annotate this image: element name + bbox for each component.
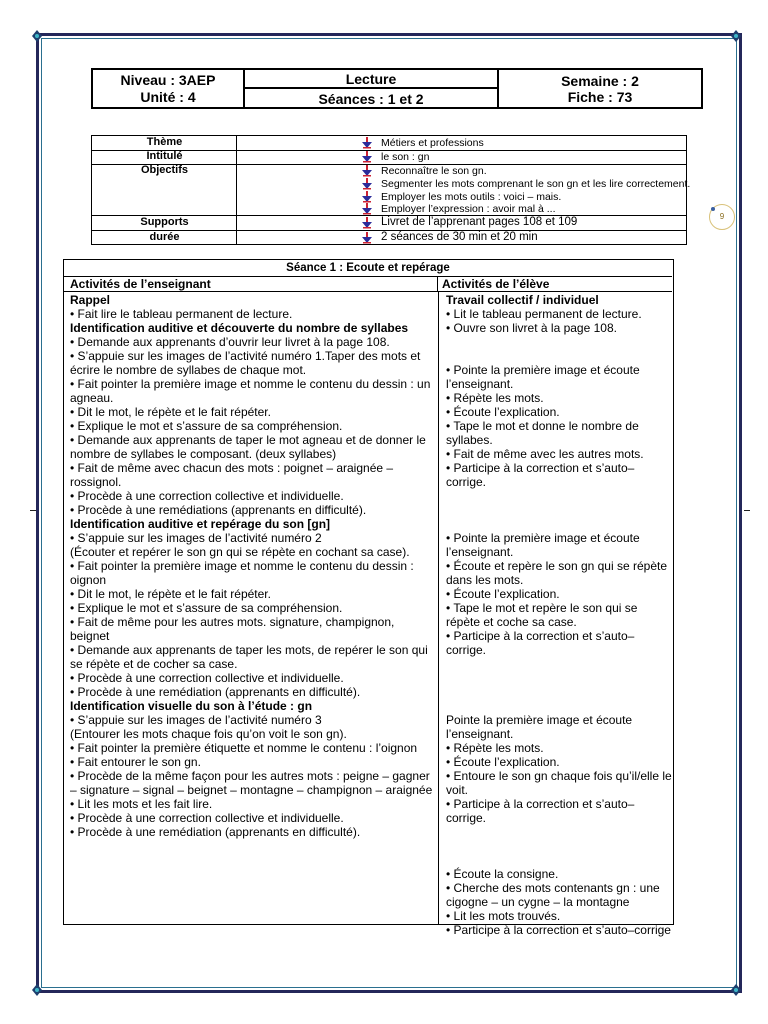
corner-ornament-icon <box>731 984 741 996</box>
eleve-activities <box>446 293 672 937</box>
label-duree: durée <box>149 231 180 243</box>
label-objectifs: Objectifs <box>140 164 189 176</box>
value-objectif-1: Reconnaître le son gn. <box>381 165 487 177</box>
header-fiche: Fiche : 73 <box>567 89 633 105</box>
header-table <box>91 68 703 109</box>
label-supports: Supports <box>140 216 189 228</box>
arrow-bullet-icon <box>361 151 373 163</box>
corner-ornament-icon <box>731 30 741 42</box>
arrow-bullet-icon <box>361 137 373 149</box>
header-subject-cell <box>245 70 499 107</box>
enseignant-activities <box>70 293 436 839</box>
activity-text: • Fait lire le tableau permanent de lecture. <box>70 307 293 321</box>
activity-text: • Lit le tableau permanent de lecture. • Ouvre son livret à la page 108. • Pointe la première image et écoute l’enseignant. • Répète les mots. • Écoute l’explication. • Tape le mot et donne le nombre de syllabes. • Fait de même avec les autres mots. • Participe à la correction et s’auto–corrige. • Pointe la première image et écoute l’enseignant. • Écoute et repère le son gn qui se répète dans les mots. • Écoute l’explication. • Tape le mot et repère le son qui se répète et coche sa case. • Participe à la correction et s’auto–corrige. Pointe la première image et écoute l’enseignant. • Répète les mots. • Écoute l’explication. • Entoure le son gn chaque fois qu’il/elle le voit. • Participe à la correction et s’auto–corrige. • Écoute la consigne. • Cherche des mots contenants gn : une cigogne – un cygne – la montagne • Lit les mots trouvés. • Participe à la correction et s’auto–corrige <box>446 307 672 937</box>
corner-ornament-icon <box>32 30 42 42</box>
header-discipline: Lecture <box>345 71 397 87</box>
header-separator <box>245 87 497 89</box>
activity-text: • S’appuie sur les images de l’activité numéro 2 (Écouter et repérer le son gn qui se répète en cochant sa case). • Fait pointer la première image et nomme le contenu du dessin : oignon • Dit le mot, le répète et le fait répéter. • Explique le mot et s’assure de sa compréhension. • Fait de même pour les autres mots. signature, champignon, beignet • Demande aux apprenants de taper les mots, de repérer le son qui se répète et de cocher sa case. • Procède à une correction collective et individuelle. • Procède à une remédiation (apprenants en difficulté). <box>70 531 428 699</box>
section-heading-identification-auditive: Identification auditive et découverte du nombre de syllabes <box>70 321 409 335</box>
arrow-bullet-icon <box>361 191 373 203</box>
value-supports: Livret de l’apprenant pages 108 et 109 <box>381 216 578 228</box>
section-heading-reperage-son: Identification auditive et repérage du son [gn] <box>70 517 331 531</box>
activity-text: • Demande aux apprenants d’ouvrir leur livret à la page 108. • S’appuie sur les images de l’activité numéro 1.Taper des mots et écrire le nombre de syllabes de chaque mot. • Fait pointer la première image et nomme le contenu du dessin : un agneau. • Dit le mot, le répète et le fait répéter. • Explique le mot et s’assure de sa compréhension. • Demande aux apprenants de taper le mot agneau et de donner le nombre de syllabes le composant. (deux syllabes) • Fait de même avec chacun des mots : poignet – araignée – rossignol. • Procède à une correction collective et individuelle. • Procède à une remédiations (apprenants en difficulté). <box>70 335 431 517</box>
arrow-bullet-icon <box>361 203 373 215</box>
page-number: 9 <box>719 212 725 221</box>
column-header-enseignant: Activités de l’enseignant <box>64 277 438 292</box>
header-seances: Séances : 1 et 2 <box>318 91 424 107</box>
label-theme: Thème <box>146 136 183 148</box>
section-heading-rappel: Rappel <box>70 293 111 307</box>
section-heading-travail: Travail collectif / individuel <box>446 293 599 307</box>
value-objectif-3: Employer les mots outils : voici – mais. <box>381 191 562 203</box>
arrow-bullet-icon <box>361 165 373 177</box>
value-objectif-2: Segmenter les mots comprenant le son gn et les lire correctement. <box>381 178 691 190</box>
corner-ornament-icon <box>32 984 42 996</box>
column-header-eleve: Activités de l’élève <box>438 277 672 292</box>
page-tab-dot-icon <box>711 207 715 211</box>
arrow-bullet-icon <box>361 232 373 244</box>
activity-text: • S’appuie sur les images de l’activité numéro 3 (Entourer les mots chaque fois qu’on voit le son gn). • Fait pointer la première étiquette et nomme le contenu : l’oignon • Fait entourer le son gn. • Procède de la même façon pour les autres mots : peigne – gagner – signature – signal – beignet – montagne – champignon – araignée • Lit les mots et les fait lire. • Procède à une correction collective et individuelle. • Procède à une remédiation (apprenants en difficulté). <box>70 713 433 839</box>
info-values-column <box>237 136 691 244</box>
header-week-cell <box>499 70 701 107</box>
info-table <box>91 135 691 245</box>
seance-title: Séance 1 : Ecoute et repérage <box>64 260 672 277</box>
value-theme: Métiers et professions <box>381 137 484 149</box>
label-intitule: Intitulé <box>146 150 183 162</box>
column-divider <box>438 292 439 924</box>
header-level-cell <box>93 70 245 107</box>
section-heading-identification-visuelle: Identification visuelle du son à l’étude : gn <box>70 699 313 713</box>
margin-mark <box>744 510 750 511</box>
header-semaine: Semaine : 2 <box>561 73 639 89</box>
value-objectif-4: Employer l’expression : avoir mal à ... <box>381 203 556 215</box>
page-number-tab[interactable] <box>709 204 735 230</box>
margin-mark <box>30 510 36 511</box>
header-unite: Unité : 4 <box>140 89 196 105</box>
header-niveau: Niveau : 3AEP <box>120 72 216 88</box>
value-intitule: le son : gn <box>381 151 430 163</box>
value-duree: 2 séances de 30 min et 20 min <box>381 231 538 243</box>
arrow-bullet-icon <box>361 217 373 229</box>
arrow-bullet-icon <box>361 178 373 190</box>
seance-table <box>63 259 674 937</box>
